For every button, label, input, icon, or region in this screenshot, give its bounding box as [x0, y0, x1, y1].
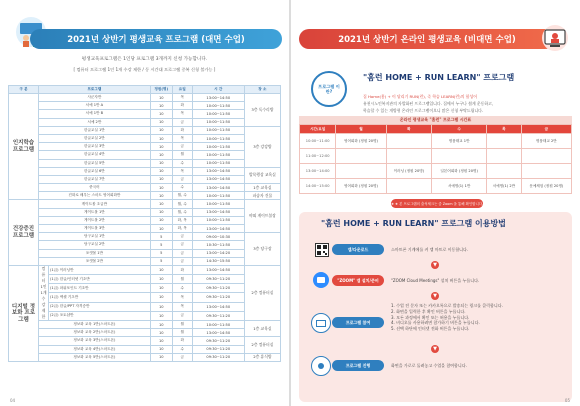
cell-cap: 10 [150, 118, 172, 126]
program-name: 한글교실 6반 [39, 167, 151, 175]
cell-time: 10:00~11:50 [192, 134, 244, 142]
week-cell: 명품태교 2반 [521, 134, 571, 149]
week-time: 14:00~15:00 [300, 179, 336, 194]
cell-cap: 10 [150, 265, 172, 274]
cell-time: 09:00~10:30 [192, 233, 244, 241]
table-row [9, 159, 281, 167]
step-3-line: 1. 수업 전 문자 또는 카카오톡으로 발송되는 링크를 클릭합니다. [391, 303, 503, 308]
cell-day: 금 [172, 241, 192, 249]
cell-cap: 10 [150, 192, 172, 200]
program-name: 당구교실 2반 [39, 241, 151, 249]
place-label: 파솜자 건물 [244, 192, 280, 200]
table-row [9, 126, 281, 134]
step-1-label: 앱/다운로드 [332, 244, 384, 255]
cell-day: 화, 목 [172, 225, 192, 233]
table-row [9, 337, 281, 345]
cell-time: 13:00~14:50 [192, 225, 244, 233]
place-label: 1층 교육실 [244, 184, 280, 192]
intro-line-2: [ 컴퓨터 프로그램 1인 1개 수강 제한 / 동 시간대 프로그램 중복 신청 불가능 ] [73, 67, 216, 72]
cell-day: 월 [172, 329, 192, 337]
place-label: 야외 게이트볼장 [244, 200, 280, 233]
screen-icon [311, 313, 331, 333]
week-time: 11:00~12:00 [300, 149, 336, 164]
cell-day: 화 [172, 126, 192, 134]
program-name: 게이트볼 초급반 [39, 200, 151, 208]
logo-text: 프로그램 이란? [318, 83, 340, 94]
step-3-line: 3. 모든 과정에서 확인 또는 허용을 누릅니다. [391, 314, 470, 320]
cell-cap: 10 [150, 175, 172, 183]
step-3-text [391, 303, 503, 332]
cell-time: 09:30~11:20 [192, 284, 244, 293]
table-row [9, 151, 281, 159]
online-class-icon [537, 22, 573, 52]
week-row [300, 149, 572, 164]
cell-day: 목 [172, 167, 192, 175]
cell-cap: 10 [150, 311, 172, 320]
cell-time: 09:30~11:20 [192, 345, 244, 353]
table-row [9, 118, 281, 126]
cell-cap: 10 [150, 184, 172, 192]
program-name: 서예 1반 A [39, 102, 151, 110]
cell-time: 10:00~11:50 [192, 110, 244, 118]
table-row [9, 233, 281, 241]
homerun-desc-2: 유천시노인복지관의 자발화된 프로그램입니다. 집에서 누구나 쉽게 운동하고, [363, 101, 494, 106]
category-label: 인지학습 프로그램 [9, 94, 39, 200]
week-schedule-table [299, 124, 572, 194]
cell-day: 금 [172, 143, 192, 151]
cell-time: 10:00~11:50 [192, 216, 244, 224]
week-cell: 서예명(1) 1반 [432, 179, 487, 194]
cell-cap: 5 [150, 249, 172, 257]
step-4-label: 프로그램 진행 [332, 360, 384, 371]
place-label: 1층 교육실 [244, 320, 280, 336]
table-row [9, 102, 281, 110]
table-row [9, 134, 281, 142]
cell-time: 13:00~14:50 [192, 94, 244, 102]
cell-day: 월, 수 [172, 192, 192, 200]
step-4-text: 화면을 가로로 돌려놓고 수업을 참여합니다. [391, 363, 467, 368]
cell-cap: 10 [150, 353, 172, 361]
cell-time: 10:00~11:50 [192, 192, 244, 200]
program-name: 한글교실 2반 [39, 134, 151, 142]
cell-cap: 5 [150, 241, 172, 249]
cell-time: 09:30~11:20 [192, 353, 244, 361]
week-cell: 영어회화 (정원 20명) [336, 134, 386, 149]
cell-time: 13:00~14:50 [192, 167, 244, 175]
people-icon [311, 356, 331, 376]
cell-day: 목 [172, 134, 192, 142]
table-row [9, 329, 281, 337]
cell-day: 금 [172, 233, 192, 241]
table-row [9, 184, 281, 192]
step-3-line: 2. 화면을 입력한 후 확인 버튼을 누릅니다. [391, 308, 466, 314]
table-row [9, 302, 281, 311]
program-name: (1급) 이러닝반 [49, 265, 151, 274]
cell-day: 수 [172, 345, 192, 353]
step-1-text: 스마트폰 기계에를 켜 앱 마트로 이동합니다. [391, 247, 469, 252]
table-row [9, 143, 281, 151]
program-name: (1급) 엑셀 기초반 [49, 293, 151, 302]
cell-time: 14:30~15:50 [192, 257, 244, 265]
place-label: 2층 컴퓨터실 [244, 265, 280, 320]
cell-day: 수 [172, 159, 192, 167]
cell-time: 09:30~11:20 [192, 337, 244, 345]
left-page [0, 0, 289, 406]
cell-day: 수 [172, 284, 192, 293]
homerun-desc-1: 집 Home(홈) + 이 달리기 RUN(런), 즉 학습 LEARN(런)의 합성어 [363, 94, 477, 99]
week-cell [336, 164, 386, 179]
cell-day: 금 [172, 175, 192, 183]
col-header: 시 간 [192, 86, 244, 94]
cell-time: 10:00~11:50 [192, 118, 244, 126]
week-cell: 영어회화 (정원 20명) [336, 179, 386, 194]
week-cell [336, 149, 386, 164]
week-col-header: 화 [386, 125, 432, 134]
cell-day: 화 [172, 337, 192, 345]
program-name: (1급) 파워포인트 기초반 [49, 284, 151, 293]
cell-day: 수 [172, 184, 192, 192]
program-name: 정보화 교육 1반(스마트폰) [39, 320, 151, 328]
cell-time: 13:00~14:50 [192, 302, 244, 311]
step-2-text: "ZOOM Cloud Meetings" 설치 버튼을 누릅니다. [391, 278, 480, 283]
cell-day: 금 [172, 118, 192, 126]
program-name: 게이트볼 2반 [39, 216, 151, 224]
table-row [9, 284, 281, 293]
zoom-icon [313, 272, 329, 288]
homerun-desc-3: 학습할 수 있는 개방형 온라인 프로그램이오니 많은 신청 부탁드립니다. [363, 108, 484, 113]
table-row [9, 175, 281, 183]
cell-cap: 10 [150, 216, 172, 224]
col-header: 정원(명) [150, 86, 172, 94]
week-cell [386, 134, 432, 149]
table-row [9, 257, 281, 265]
place-label: 2층 휴식방 [244, 353, 280, 361]
week-col-header: 금 [521, 125, 571, 134]
cell-day: 화 [172, 102, 192, 110]
cell-day: 목 [172, 94, 192, 102]
week-time: 10:00~11:00 [300, 134, 336, 149]
week-cell: 문예체험 (정원 20명) [521, 179, 571, 194]
cell-day: 금 [172, 249, 192, 257]
table-row [9, 225, 281, 233]
zoom-notice: ★ ★ 본 프로그램의 출석체크는 줌 Zoom 을 통해 확인합니다. [391, 199, 483, 208]
intro-line-1: 평생교육프로그램은 1인당 프로그램 3개까지 신청 가능합니다. [81, 57, 208, 62]
cell-cap: 10 [150, 284, 172, 293]
cell-cap: 10 [150, 110, 172, 118]
program-name: 정보화 교육 2반(스마트폰) [39, 329, 151, 337]
week-cell [487, 164, 522, 179]
step-3-line: 5. 선택 하단에 인터넷 전화 버튼을 누릅니다. [391, 326, 470, 332]
cell-time: 09:30~11:20 [192, 311, 244, 320]
down-arrow-icon: ▼ [431, 345, 439, 353]
table-row [9, 94, 281, 102]
cell-cap: 10 [150, 345, 172, 353]
program-name: 정보화 교육 5반(스마트폰) [39, 353, 151, 361]
cell-time: 13:00~14:50 [192, 265, 244, 274]
week-cell [521, 149, 571, 164]
cell-time: 09:30~11:20 [192, 275, 244, 284]
homerun-title: "홈런 HOME + RUN LEARN" 프로그램 [363, 73, 515, 82]
cell-cap: 10 [150, 134, 172, 142]
table-row [9, 311, 281, 320]
table-row [9, 110, 281, 118]
cell-day: 월, 수 [172, 200, 192, 208]
cell-day: 화 [172, 265, 192, 274]
place-label: 2층 컴퓨터실 [244, 337, 280, 353]
col-header: 구 분 [9, 86, 39, 94]
week-cell [432, 149, 487, 164]
cell-time: 10:00~11:50 [192, 159, 244, 167]
cell-day: 월 [172, 275, 192, 284]
week-col-header: 목 [487, 125, 522, 134]
program-name: (1급) 한글/인터넷 기초반 [49, 275, 151, 284]
cell-time: 10:00~11:50 [192, 126, 244, 134]
right-page [291, 0, 580, 406]
cell-cap: 10 [150, 94, 172, 102]
program-name: 한글교실 1반 [39, 126, 151, 134]
place-label: 발목행상 교육실 [244, 167, 280, 183]
cell-time: 13:00~14:50 [192, 175, 244, 183]
week-col-header: 수 [432, 125, 487, 134]
program-name: 정보화 교육 4반(스마트폰) [39, 345, 151, 353]
program-name: 당구교실 1반 [39, 233, 151, 241]
program-name: 한글교실 4반 [39, 151, 151, 159]
cell-cap: 10 [150, 159, 172, 167]
cell-cap: 10 [150, 126, 172, 134]
cell-time: 10:00~11:50 [192, 320, 244, 328]
table-row [9, 320, 281, 328]
week-cell [487, 134, 522, 149]
cell-cap: 5 [150, 233, 172, 241]
category-label: 디지털 정보화 프로그램 [9, 265, 39, 361]
page-number: 04 [10, 398, 16, 403]
table-row [9, 208, 281, 216]
week-cell [386, 179, 432, 194]
down-arrow-icon: ▼ [431, 292, 439, 300]
table-row [9, 293, 281, 302]
cell-cap: 10 [150, 302, 172, 311]
cell-cap: 10 [150, 320, 172, 328]
week-cell: 이러닝 (정원 20명) [386, 164, 432, 179]
week-cell: 명품태교 1반 [432, 134, 487, 149]
cell-cap: 10 [150, 143, 172, 151]
cell-cap: 5 [150, 257, 172, 265]
cell-day: 목 [172, 110, 192, 118]
cell-cap: 10 [150, 225, 172, 233]
col-header: 요일 [172, 86, 192, 94]
program-name: (2급) 포토샵반 [49, 311, 151, 320]
week-col-header: 월 [336, 125, 386, 134]
cell-time: 13:00~14:50 [192, 329, 244, 337]
cell-cap: 10 [150, 293, 172, 302]
week-cell: 서예명(1) 2반 [487, 179, 522, 194]
cell-day: 금 [172, 257, 192, 265]
cell-time: 10:30~11:50 [192, 241, 244, 249]
program-name: 게이트볼 1반 [39, 208, 151, 216]
week-cell [386, 149, 432, 164]
cell-day: 목 [172, 293, 192, 302]
place-label: 3층 강강방 [244, 126, 280, 167]
category-label: 건강증진 프로그램 [9, 200, 39, 266]
cell-time: 10:00~11:50 [192, 200, 244, 208]
cell-day: 금 [172, 353, 192, 361]
table-row [9, 216, 281, 224]
cell-cap: 10 [150, 208, 172, 216]
sub-category-label: 컴퓨터 1인 1개 수강 제한 [40, 265, 47, 319]
cell-cap: 10 [150, 275, 172, 284]
qr-code-icon [316, 244, 328, 256]
cell-cap: 10 [150, 102, 172, 110]
cell-cap: 10 [150, 337, 172, 345]
table-row [9, 275, 281, 284]
col-header: 장 소 [244, 86, 280, 94]
cell-day: 화, 목 [172, 216, 192, 224]
program-name: 게이트볼 3반 [39, 225, 151, 233]
page-number: 05 [564, 398, 570, 403]
cell-cap: 10 [150, 167, 172, 175]
cell-day: 월 [172, 151, 192, 159]
program-name: 서예 1반 B [39, 110, 151, 118]
schedule-table [8, 85, 281, 362]
program-name: (2급) 한글/PPT 자격증반 [49, 302, 151, 311]
week-cell [521, 164, 571, 179]
cell-time: 10:00~11:50 [192, 151, 244, 159]
table-row [9, 249, 281, 257]
week-cell [487, 149, 522, 164]
table-row [9, 167, 281, 175]
cell-time: 09:30~11:20 [192, 293, 244, 302]
cell-cap: 10 [150, 329, 172, 337]
cell-cap: 10 [150, 200, 172, 208]
table-row [9, 353, 281, 361]
program-name: 진화로 배우는 스마트 영어회화반 [39, 192, 151, 200]
table-row [9, 192, 281, 200]
week-cell: 일본어회화 (정원 20명) [432, 164, 487, 179]
homerun-logo [311, 71, 347, 107]
table-row [9, 200, 281, 208]
cell-time: 10:00~11:50 [192, 102, 244, 110]
page-title: 2021년 상반기 온라인 평생교육 (비대면 수업) [299, 29, 555, 49]
program-name: 정보화 교육 3반(스마트폰) [39, 337, 151, 345]
step-3-line: 4. 비디오를 사용하려면 참가하기 버튼을 누릅니다. [391, 320, 480, 326]
cell-day: 월, 수 [172, 208, 192, 216]
col-header: 프로그램 [39, 86, 151, 94]
program-name: 중국어 [39, 184, 151, 192]
place-label: 3층 당구장 [244, 233, 280, 266]
cell-cap: 10 [150, 151, 172, 159]
page-title: 2021년 상반기 평생교육 프로그램 (대면 수업) [30, 29, 282, 49]
cell-day: 월 [172, 320, 192, 328]
program-name: 사군자반 [39, 94, 151, 102]
table-row [9, 265, 281, 274]
table-row [9, 241, 281, 249]
week-row [300, 134, 572, 149]
cell-time: 13:00~14:50 [192, 184, 244, 192]
week-col-header: 시간/요일 [300, 125, 336, 134]
program-name: 서예 2반 [39, 118, 151, 126]
cell-time: 13:00~14:20 [192, 249, 244, 257]
week-row [300, 164, 572, 179]
program-name: 포켓볼 2반 [39, 257, 151, 265]
usage-title: "홈런 HOME + RUN LEARN" 프로그램 이용방법 [321, 219, 506, 228]
step-3-label: 프로그램 참여 [332, 317, 384, 328]
program-name: 한글교실 7반 [39, 175, 151, 183]
program-name: 한글교실 3반 [39, 143, 151, 151]
program-name: 한글교실 5반 [39, 159, 151, 167]
program-name: 포켓볼 1반 [39, 249, 151, 257]
cell-day: 목 [172, 302, 192, 311]
place-label: 3층 독수리방 [244, 94, 280, 127]
cell-time: 10:00~11:50 [192, 143, 244, 151]
week-row [300, 179, 572, 194]
step-1-icon [315, 243, 329, 257]
cell-time: 13:00~14:50 [192, 208, 244, 216]
week-table-title: 온라인 평생교육 "홈런" 프로그램 시간표 [299, 116, 572, 124]
week-time: 13:00~14:00 [300, 164, 336, 179]
table-row [9, 345, 281, 353]
cell-day: 금 [172, 311, 192, 320]
down-arrow-icon: ▼ [431, 261, 439, 269]
step-2-label: "ZOOM" 앱 설치/준비 [332, 275, 384, 286]
